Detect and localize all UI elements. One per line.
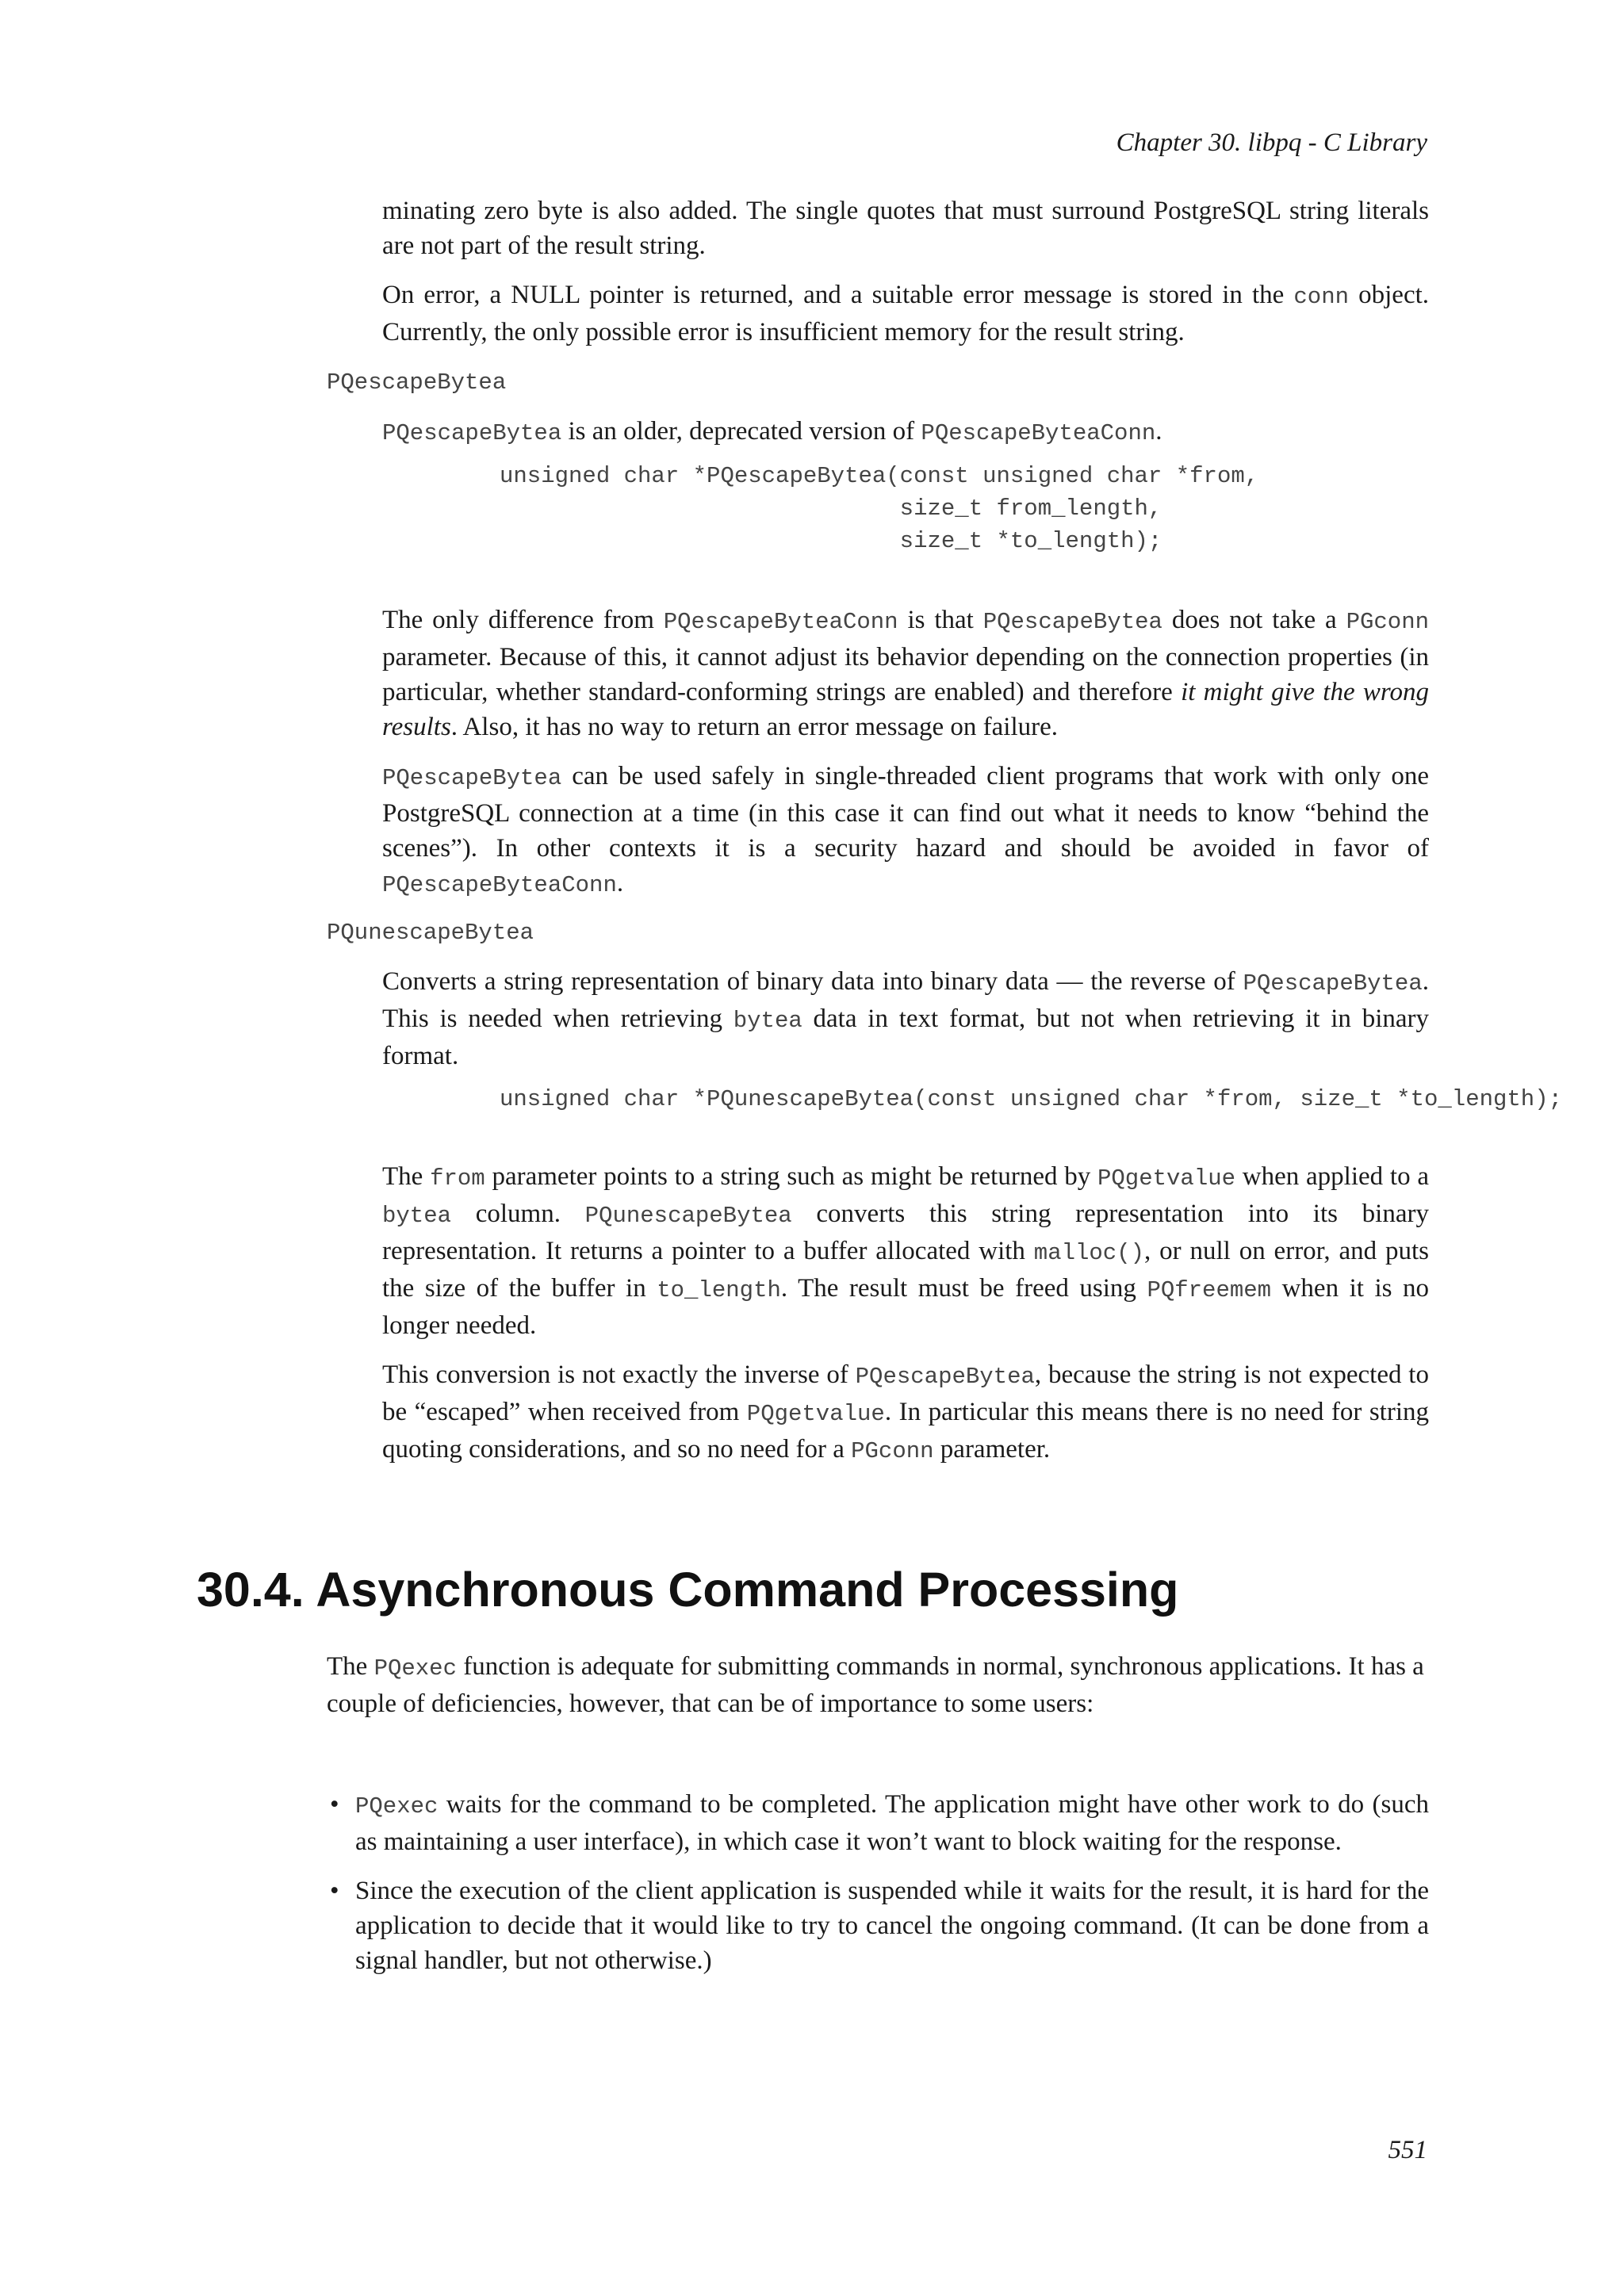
list-item: • Since the execution of the client application is suspended while it waits for the result, it is hard for the application to decide that it would like to try to cancel the ongoing command. (It can be done from a signal handler, but not otherwise.) — [327, 1873, 1429, 1978]
list-item: • PQexec waits for the command to be completed. The application might have other work to do (such as maintaining a user interface), in which case it won’t want to block waiting for the response. — [327, 1787, 1429, 1859]
paragraph-from-parameter: The from parameter points to a string such as might be returned by PQgetvalue when applied to a bytea column. PQunescapeBytea converts this string representation into its binary representation. It returns a pointer to a buffer allocated with malloc(), or null on error, and puts the size of the buffer in to_length. The result must be freed using PQfreemem when it is no longer needed. — [382, 1162, 1430, 1340]
paragraph-inverse: This conversion is not exactly the inverse of PQescapeBytea, because the string is not expected to be “escaped” when received from PQgetvalue. In particular this means there is no need for string quoting considerations, and so no need for a PGconn parameter. — [382, 1360, 1429, 1464]
term-pqunescapebytea: PQunescapeBytea — [327, 920, 534, 946]
paragraph-converts: Converts a string representation of binary data into binary data — the reverse of PQescapeBytea. This is needed when retrieving bytea data in text format, but not when retrieving it in binary format. — [382, 967, 1429, 1070]
code-block-pqescapebytea: unsigned char *PQescapeBytea(const unsigned char *from, size_t from_length, size_t *to_length); — [500, 463, 1259, 554]
unescape-details — [382, 1159, 1429, 1469]
section-heading: 30.4. Asynchronous Command Processing — [197, 1563, 1179, 1617]
paragraph-deprecated: PQescapeBytea is an older, deprecated version of PQescapeByteaConn. — [382, 417, 1162, 446]
paragraph-null-byte: minating zero byte is also added. The single quotes that must surround PostgreSQL string literals are not part of the result string. — [382, 197, 1429, 260]
bullet-icon: • — [330, 1877, 339, 1905]
deficiency-list — [327, 1787, 1429, 1992]
escape-details — [382, 603, 1429, 903]
paragraph-error-return: On error, a NULL pointer is returned, and a suitable error message is stored in the conn object. Currently, the only possible error is insufficient memory for the result string. — [382, 281, 1430, 346]
code-block-pqunescapebytea: unsigned char *PQunescapeBytea(const unsigned char *from, size_t *to_length); — [500, 1086, 1563, 1112]
unescape-desc — [382, 964, 1429, 1073]
page-number: 551 — [1388, 2136, 1427, 2164]
code-inline: conn — [1293, 284, 1350, 310]
paragraph-difference: The only difference from PQescapeByteaConn is that PQescapeBytea does not take a PGconn parameter. Because of this, it cannot adjust its behavior depending on the connection properties (in particular, whether standard-conforming strings are enabled) and therefore it might give the wrong results. Also, it has no way to return an error message on failure. — [382, 606, 1430, 741]
section-intro: The PQexec function is adequate for submitting commands in normal, synchronous applications. It has a couple of deficiencies, however, that can be of importance to some users: — [327, 1652, 1424, 1718]
paragraph-security: PQescapeBytea can be used safely in single-threaded client programs that work with only one PostgreSQL connection at a time (in this case it can find out what it needs to know “behind the scenes”). In other contexts it is a security hazard and should be avoided in favor of PQescapeByteaConn. — [382, 762, 1429, 898]
term-pqescapebytea: PQescapeBytea — [327, 369, 507, 396]
escape-desc — [382, 414, 1429, 451]
continued-paragraphs — [382, 193, 1429, 350]
running-header: Chapter 30. libpq - C Library — [1116, 128, 1427, 157]
bullet-icon: • — [330, 1790, 339, 1819]
